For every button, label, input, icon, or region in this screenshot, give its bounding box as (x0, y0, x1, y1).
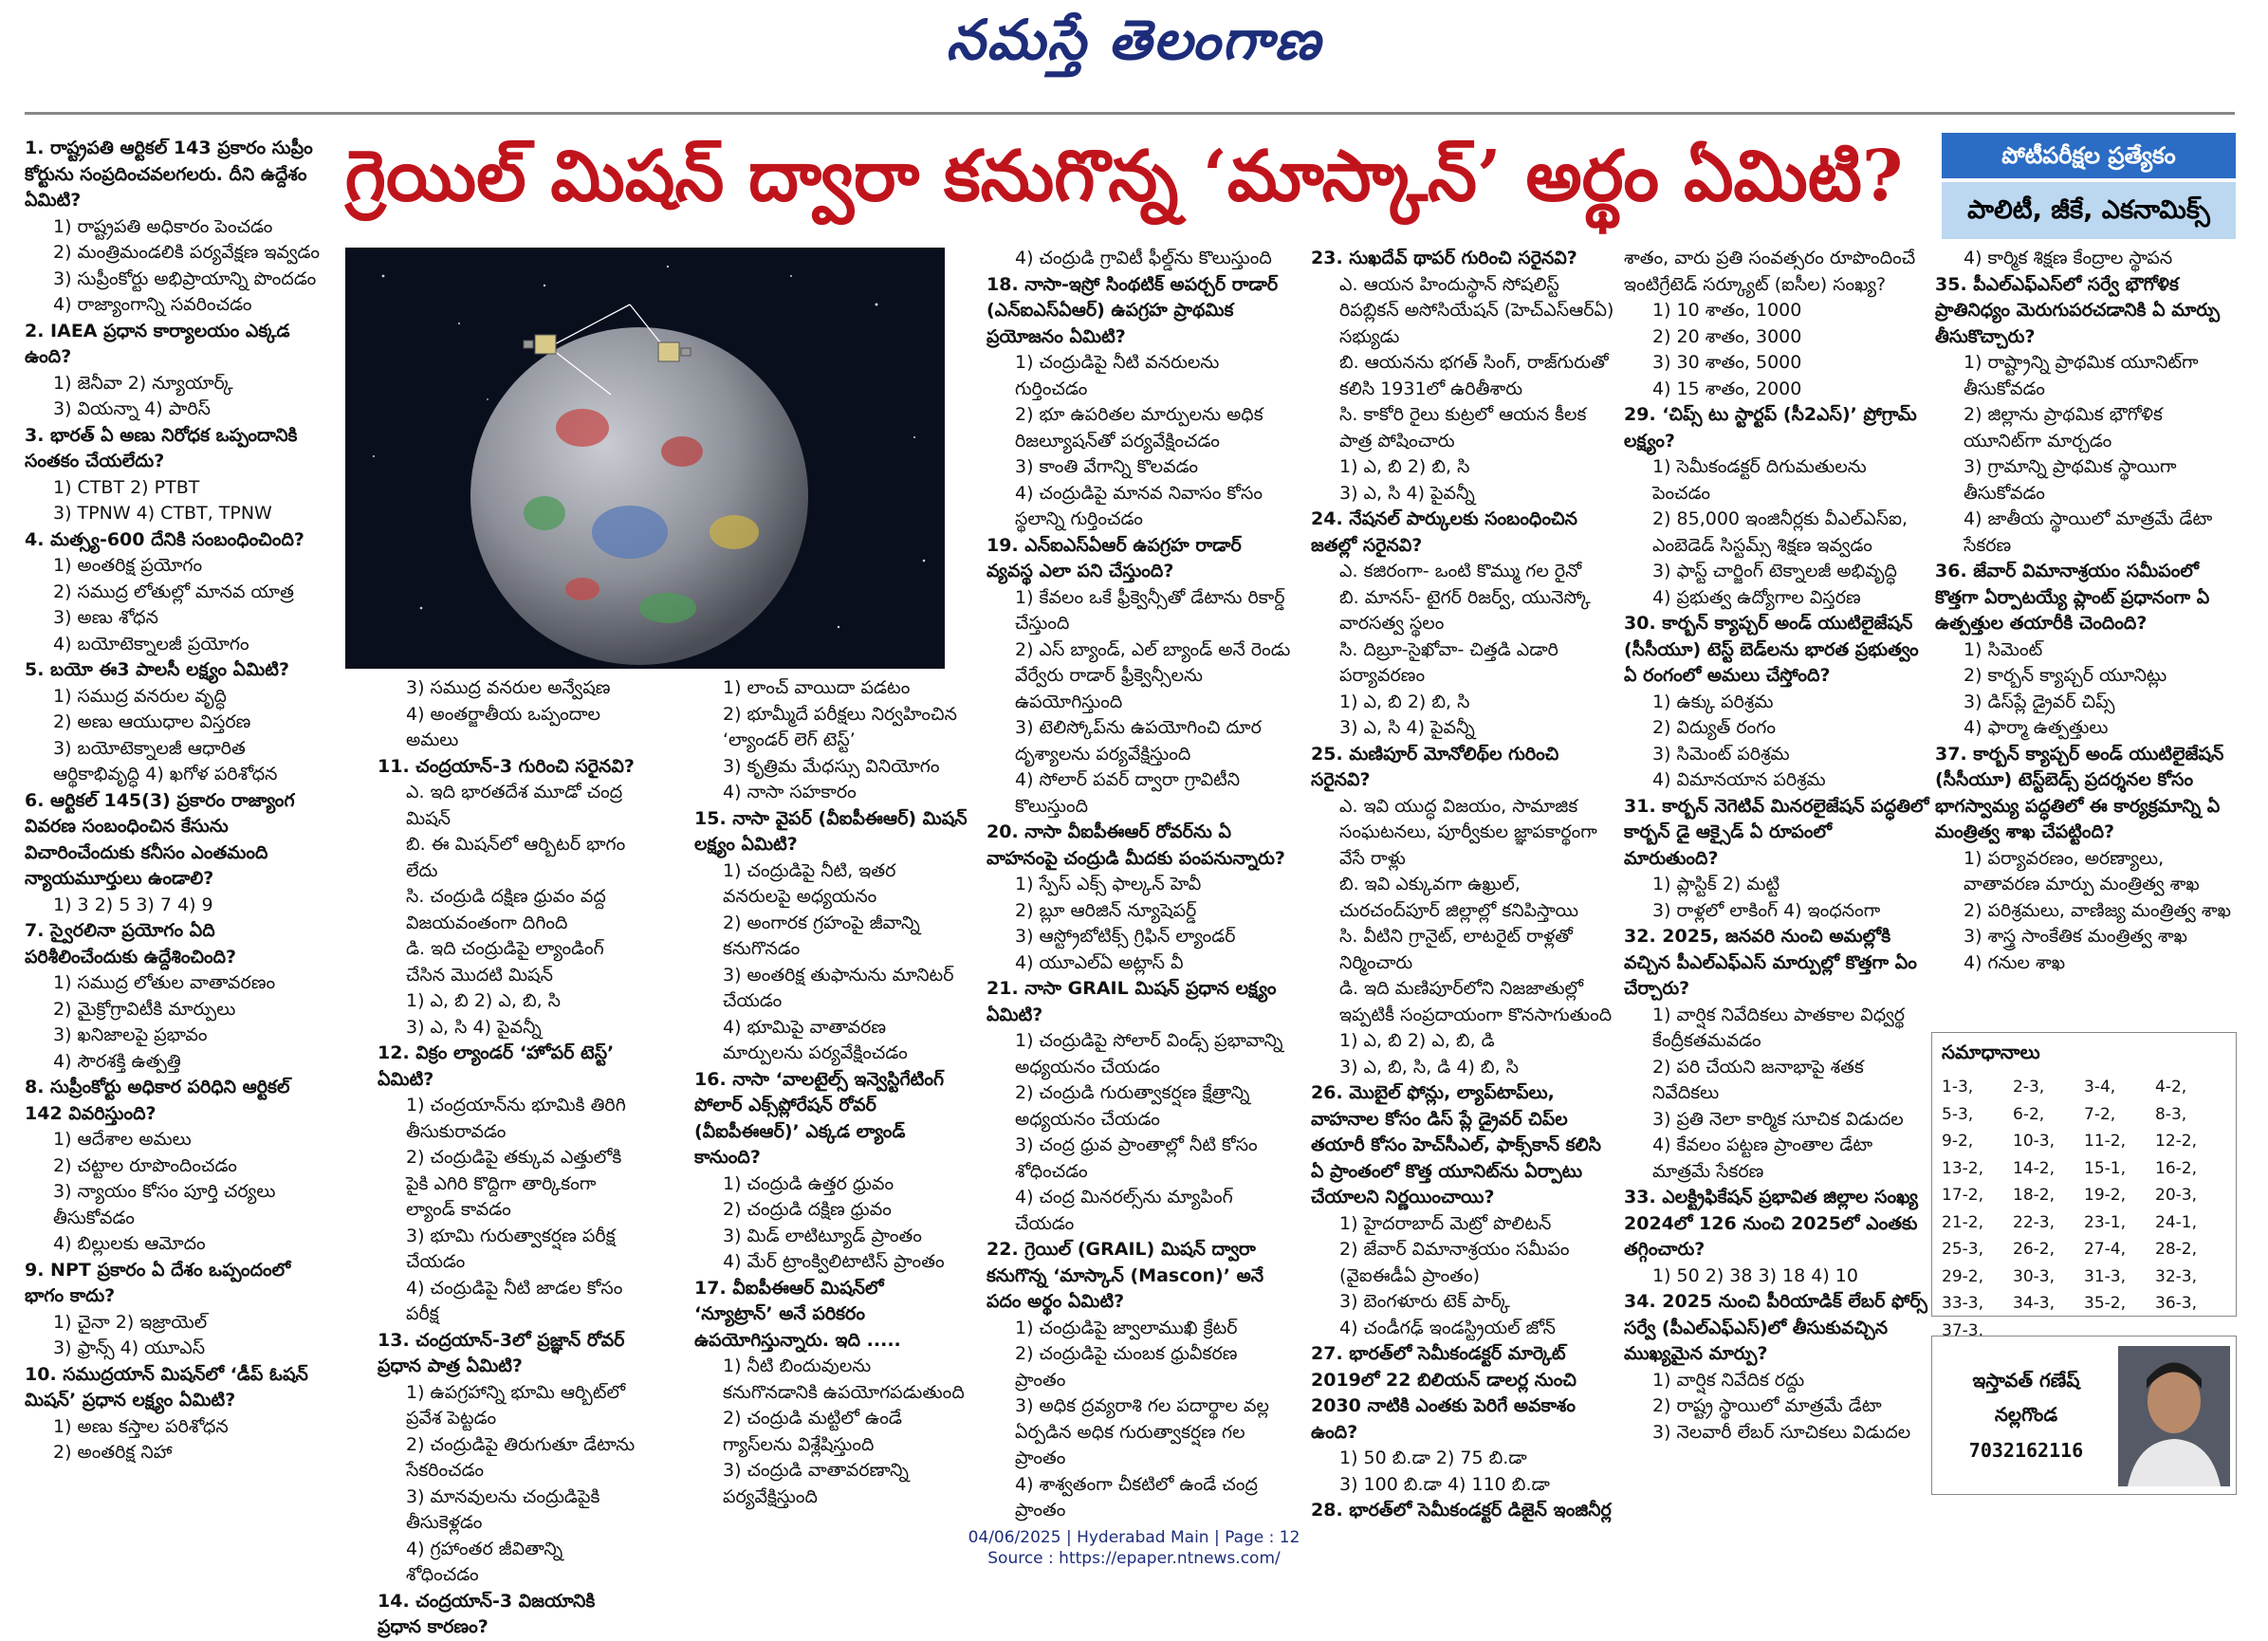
column-line: 1) హైదరాబాద్ మెట్రో పొలిటన్ (1339, 1212, 1552, 1234)
column-line: 1) 50 2) 38 3) 18 4) 10 (1652, 1264, 1858, 1286)
column-line: 1) ఎ, బి 2) బి, సి (1339, 456, 1470, 477)
column-line: 1) చైనా 2) ఇజ్రాయెల్ (53, 1311, 208, 1333)
answer-item: 13-2, (1942, 1158, 1983, 1178)
answers-grid (1942, 1074, 2226, 1344)
column-line: 25. మణిపూర్ మోనోలిథ్‌ల గురించి సరైనవి? (1311, 743, 1559, 790)
column-line: 1) అణు కస్తాల పరిశోధన (53, 1415, 229, 1437)
column-line: 1) పర్యావరణం, అరణ్యాలు, వాతావరణ మార్పు మంత్రిత్వ శాఖ (1964, 847, 2200, 894)
column-line: 1) చంద్రుడిపై జ్వాలాముఖి క్రేటర్ (1015, 1317, 1238, 1338)
column-line: 3) ఫ్రాన్స్ 4) యూఎస్ (53, 1337, 206, 1358)
column-line: 36. జేవార్ విమానాశ్రయం సమీపంలో కొత్తగా ఏర్పాటయ్యే ప్లాంట్ ప్రధానంగా ఏ ఉత్పత్తుల తయారీకి చెందింది? (1935, 561, 2210, 634)
column-line: 3) ఎ, బి, సి, డి 4) బి, సి (1339, 1056, 1519, 1078)
grail-moon-image (345, 248, 945, 669)
column-line: 3. భారత్ ఏ అణు నిరోధక ఒప్పందానికి సంతకం చేయలేదు? (25, 424, 298, 471)
column-line: 4) సోలార్ పవర్ ద్వారా గ్రావిటీని కొలుస్తుంది (1015, 769, 1241, 817)
answer-item: 2-3, (2013, 1078, 2045, 1097)
column-line: 3) TPNW 4) CTBT, TPNW (53, 503, 272, 524)
answer-item: 8-3, (2155, 1104, 2187, 1124)
column-line: బి. ఆయనను భగత్ సింగ్, రాజ్‌గురుతో కలిసి 1931లో ఉరితీశారు (1339, 352, 1609, 399)
column-line: 1) వార్షిక నివేదికలు పాతకాల విధ్వర్థ కేంద్రీకతమవడం (1652, 1004, 1906, 1051)
column-line: 3) ఎ, సి 4) పైవన్నీ (1339, 482, 1475, 504)
column-line: 3) ఖనిజాలపై ప్రభావం (53, 1024, 208, 1045)
column-line: 3) అంతరిక్ష తుఫానును మానిటర్ చేయడం (723, 964, 954, 1011)
column-line: 15. నాసా వైపర్ (వీఐపీఈఆర్) మిషన్ లక్ష్యం ఏమిటి? (694, 807, 968, 855)
column-line: 33. ఎలక్ట్రిఫికేషన్ ప్రభావిత జిల్లాల సంఖ్య 2024లో 126 నుంచి 2025లో ఎంతకు తగ్గించారు? (1624, 1187, 1918, 1260)
column-2 (378, 675, 639, 1637)
author-name: ఇస్తావత్ గణేష్ (1972, 1369, 2080, 1392)
column-line: 14. చంద్రయాన్-3 విజయానికి ప్రధాన కారణం? (378, 1590, 596, 1637)
column-line: 3) కాంతి వేగాన్ని కొలవడం (1015, 456, 1199, 477)
column-line: 4) ప్రభుత్వ ఉద్యోగాల విస్తరణ (1652, 586, 1861, 608)
column-line: 4) కార్మిక శిక్షణ కేంద్రాల స్థాపన (1964, 248, 2173, 268)
column-line: 31. కార్బన్ నెగెటివ్ మినరలైజేషన్ పద్ధతిలో కార్బన్ డై ఆక్సైడ్ ఏ రూపంలో మారుతుంది? (1624, 795, 1929, 869)
column-line: 12. విక్రం ల్యాండర్ ‘హోపర్ టెస్ట్’ ఏమిటి? (378, 1042, 615, 1090)
answer-item: 16-2, (2155, 1158, 2197, 1178)
column-line: 3) చంద్ర ధ్రువ ప్రాంతాల్లో నీటి కోసం శోధించడం (1015, 1134, 1258, 1182)
answer-item: 11-2, (2084, 1132, 2126, 1151)
column-line: 1) CTBT 2) PTBT (53, 476, 200, 498)
column-line: 3) అణు శోధన (53, 607, 158, 628)
column-line: 1) సెమీకండక్టర్ దిగుమతులను పెంచడం (1652, 456, 1867, 504)
column-line: 13. చంద్రయాన్-3లో ప్రజ్ఞాన్ రోవర్ ప్రధాన పాత్ర ఏమిటి? (378, 1329, 625, 1376)
column-line: 3) బెంగళూరు టెక్ పార్క్ (1339, 1291, 1510, 1312)
column-line: 3) గ్రామాన్ని ప్రాథమిక స్థాయిగా తీసుకోవడం (1964, 456, 2177, 504)
column-line: 1) స్పేస్ ఎక్స్ ఫాల్కన్ హెవీ (1015, 874, 1202, 894)
column-line: 34. 2025 నుంచి పీరియాడిక్ లేబర్ ఫోర్స్ సర్వే (పీఎల్ఎఫ్ఎస్)లో తీసుకువచ్చిన ముఖ్యమైన మార్పు? (1624, 1291, 1927, 1364)
column-line: 2) ఎస్ బ్యాండ్, ఎల్ బ్యాండ్ అనే రెండు వేర్వేరు రాడార్ ఫ్రీక్వెన్సీలను ఉపయోగిస్తుంది (1015, 638, 1291, 712)
column-line: 3) ప్రతి నెలా కార్మిక సూచిక విడుదల (1652, 1108, 1904, 1130)
column-line: 1. రాష్ట్రపతి ఆర్టికల్ 143 ప్రకారం సుప్రీం కోర్టును సంప్రదించవలగలరు. దీని ఉద్దేశం ఏమిటి? (25, 138, 313, 211)
answer-item: 5-3, (1942, 1104, 1974, 1124)
column-line: ఎ. ఆయన హిందుస్థాన్ సోషలిస్ట్ రిపబ్లికన్ అసోసియేషన్ (హెచ్ఎస్ఆర్ఏ) సభ్యుడు (1339, 273, 1614, 347)
column-line: 2) అంతరిక్ష నిహా (53, 1442, 173, 1463)
answer-item: 31-3, (2084, 1266, 2126, 1286)
column-line: 1) జెనీవా 2) న్యూయార్క్ (53, 372, 233, 394)
column-line: 4) శాశ్వతంగా చీకటిలో ఉండే చంద్ర ప్రాంతం (1015, 1473, 1258, 1521)
column-line: 1) చంద్రుడిపై సోలార్ విండ్స్ ప్రభావాన్ని అధ్యయనం చేయడం (1015, 1030, 1283, 1078)
footer-date-page: 04/06/2025 | Hyderabad Main | Page : 12 (968, 1528, 1300, 1547)
column-line: 7. స్వైరలినా ప్రయోగం ఏది పరిశీలించేందుకు ఉద్దేశించింది? (25, 920, 237, 968)
column-line: 2) రాష్ట్ర స్థాయిలో మాత్రమే డేటా (1652, 1395, 1882, 1416)
answers-box (1931, 1032, 2237, 1340)
column-6 (1624, 246, 1929, 1521)
column-line: 29. ‘చిప్స్ టు స్టార్టప్ (సీ2ఎస్)’ ప్రోగ్రామ్ లక్ష్యం? (1624, 404, 1917, 452)
column-line: 2) చంద్రుడిపై తక్కువ ఎత్తులోకి పైకి ఎగిరి కొద్దిగా తార్కికంగా ల్యాండ్ కావడం (406, 1147, 622, 1220)
column-line: 1) చంద్రుడి ఉత్తర ధ్రువం (723, 1172, 894, 1194)
column-line: 2) చంద్రుడి మట్టిలో ఉండే గ్యాస్‌లను విశ్లేషిస్తుంది (723, 1408, 902, 1455)
column-line: 2) చంద్రుడి దక్షిణ ధ్రువం (723, 1199, 892, 1220)
column-line: 3) సుప్రీంకోర్టు అభిప్రాయాన్ని పొందడం (53, 267, 317, 289)
column-line: 3) మానవులను చంద్రుడిపైకి తీసుకెళ్లడం (406, 1485, 600, 1533)
answer-item: 17-2, (1942, 1186, 1983, 1205)
column-line: 2) బ్లూ ఆరిజిన్ న్యూషెపర్డ్ (1015, 899, 1197, 921)
column-line: 30. కార్బన్ క్యాప్చర్ అండ్ యుటిలైజేషన్ (సీసీయూ) టెస్ట్ బెడ్‌లను భారత ప్రభుత్వం ఏ రంగంలో అమలు చేస్తోంది? (1624, 613, 1919, 686)
answer-item: 7-2, (2084, 1104, 2116, 1124)
answer-item: 6-2, (2013, 1104, 2045, 1124)
column-line: 1) సిమెంట్ (1964, 638, 2043, 660)
answer-item: 28-2, (2155, 1240, 2197, 1259)
column-line: 1) నీటి బిందువులను కనుగొనడానికి ఉపయోగపడుతుంది (723, 1355, 965, 1403)
column-line: 2) భూమ్మీదే పరీక్షలు నిర్వహించిన ‘ల్యాండర్ లెగ్ టెస్ట్’ (723, 703, 957, 750)
column-line: డి. ఇది మణిపూర్‌లోని నిజజాతుల్లో ఇప్పటికీ సంప్రదాయంగా కొనసాగుతుంది (1339, 978, 1613, 1025)
masthead-rule (25, 112, 2235, 115)
column-line: 27. భారత్‌లో సెమీకండక్టర్ మార్కెట్ 2019లో 22 బిలియన్ డాలర్ల నుంచి 2030 నాటికి ఎంతకు పెరిగే అవకాశం ఉంది? (1311, 1343, 1577, 1443)
column-line: బి. ఈ మిషన్‌లో ఆర్బిటర్ భాగం లేదు (406, 834, 626, 881)
column-line: 16. నాసా ‘వాలటైల్స్ ఇన్వెస్టిగేటింగ్ పోలార్ ఎక్స్‌ప్లోరేషన్ రోవర్ (వీఐపీఈఆర్)’ ఎక్కడ ల్యాండ్ కానుంది? (694, 1068, 945, 1168)
column-line: 3) చంద్రుడి వాతావరణాన్ని పర్యవేక్షిస్తుంది (723, 1460, 909, 1507)
column-line: 3) మిడ్ లాటిట్యూడ్ ప్రాంతం (723, 1225, 922, 1246)
column-line: 26. మొబైల్ ఫోన్లు, ల్యాప్‌టాప్‌లు, వాహనాల కోసం డిస్ ప్లే డ్రైవర్ చిప్‌ల తయారీ కోసం హెచ్‌సీఎల్, ఫాక్స్‌కాన్ కలిసి ఏ ప్రాంతంలో కొత్త యూనిట్‌ను ఏర్పాటు చేయాలని నిర్ణయించాయి? (1311, 1082, 1601, 1208)
column-line: 4) బిల్లులకు ఆమోదం (53, 1233, 206, 1254)
column-line: 2) 20 శాతం, 3000 (1652, 325, 1802, 347)
answer-item: 19-2, (2084, 1186, 2126, 1205)
column-line: 28. భారత్‌లో సెమీకండక్టర్ డిజైన్ ఇంజినీర్ల (1311, 1500, 1612, 1521)
section-topic: పాలిటీ, జీకే, ఎకనామిక్స్ (1942, 182, 2236, 239)
answer-item: 10-3, (2013, 1132, 2055, 1151)
column-line: 37. కార్బన్ క్యాప్చర్ అండ్ యుటిలైజేషన్ (సీసీయూ) టెస్ట్‌బెడ్స్ ప్రదర్శనల కోసం భాగస్వామ్య పద్ధతిలో ఈ కార్యక్రమాన్ని ఏ మంత్రిత్వ శాఖ చేపట్టింది? (1935, 743, 2224, 842)
column-line: 1) 10 శాతం, 1000 (1652, 300, 1802, 321)
masthead: నమస్తే తెలంగాణ (946, 8, 1322, 72)
column-line: 3) డిస్‌ప్లే డ్రైవర్ చిప్స్ (1964, 691, 2115, 712)
column-line: 4) చంద్రుడి గ్రావిటీ ఫీల్డ్‌ను కొలుస్తుంది (1015, 248, 1272, 268)
answer-item: 4-2, (2155, 1078, 2187, 1097)
answer-item: 33-3, (1942, 1294, 1983, 1313)
column-line: 3) వియన్నా 4) పారిస్ (53, 398, 211, 419)
column-line: 2) మైక్రోగ్రావిటీకి మార్పులు (53, 998, 236, 1020)
answers-heading: సమాధానాలు (1942, 1041, 2040, 1063)
column-line: 1) ఎ, బి 2) బి, సి (1339, 691, 1470, 712)
column-line: 4) చండీగఢ్ ఇండస్ట్రియల్ జోన్ (1339, 1317, 1556, 1338)
column-line: బి. ఇవి ఎక్కువగా ఉఖ్రుల్, చురచంద్‌పూర్ జిల్లాల్లో కనిపిస్తాయి (1339, 874, 1579, 921)
answer-item: 26-2, (2013, 1240, 2055, 1259)
column-line: 4) చంద్రుడిపై నీటి జాడల కోసం పరీక్ష (406, 1277, 623, 1324)
column-line: 4) నాసా సహకారం (723, 782, 857, 802)
column-line: 2. IAEA ప్రధాన కార్యాలయం ఎక్కడ ఉంది? (25, 320, 290, 367)
column-line: 22. గ్రెయిల్ (GRAIL) మిషన్ ద్వారా కనుగొన్న ‘మాస్కాన్ (Mascon)’ అనే పదం అర్థం ఏమిటి? (986, 1239, 1264, 1312)
column-line: 1) సముద్ర వనరుల వృద్ధి (53, 685, 227, 707)
answer-item: 21-2, (1942, 1212, 1983, 1232)
column-7 (1935, 246, 2237, 1023)
column-line: 1) ఉపగ్రహాన్ని భూమి ఆర్బిట్‌లో ప్రవేశ పెట్టడం (406, 1381, 626, 1429)
column-line: 3) భూమి గురుత్వాకర్షణ పరీక్ష చేయడం (406, 1225, 616, 1272)
column-line: 3) ఎ, సి 4) పైవన్నీ (1339, 717, 1475, 738)
column-line: 3) ఆస్ట్రోబోటిక్స్ గ్రిఫిన్ ల్యాండర్ (1015, 926, 1236, 947)
column-line: 2) అంగారక గ్రహంపై జీవాన్ని కనుగొనడం (723, 912, 920, 959)
column-line: 19. ఎన్ఐఎస్ఏఆర్ ఉపగ్రహ రాడార్ వ్యవస్థ ఎలా పని చేస్తుంది? (986, 534, 1242, 581)
column-line: 4) చంద్రుడిపై మానవ నివాసం కోసం స్థలాన్ని గుర్తించడం (1015, 482, 1263, 529)
column-line: 2) జేవార్ విమానాశ్రయం సమీపం (వైఐఈడీఏ ప్రాంతం) (1339, 1239, 1570, 1286)
answer-item: 18-2, (2013, 1186, 2055, 1205)
column-line: 3) అధిక ద్రవ్యరాశి గల పదార్థాల వల్ల ఏర్పడిన అధిక గురుత్వాకర్షణ గల ప్రాంతం (1015, 1395, 1269, 1468)
column-line: 3) ఫాస్ట్ చార్జింగ్ టెక్నాలజీ అభివృద్ధి (1652, 561, 1897, 581)
answer-item: 15-1, (2084, 1158, 2126, 1178)
answer-item: 32-3, (2155, 1266, 2197, 1286)
column-line: 3) ఎ, సి 4) పైవన్నీ (406, 1016, 542, 1038)
column-line: 18. నాసా-ఇస్రో సింథటిక్ అపర్చర్ రాడార్ (ఎన్ఐఎస్ఏఆర్) ఉపగ్రహ ప్రాథమిక ప్రయోజనం ఏమిటి? (986, 273, 1279, 347)
column-3 (694, 675, 968, 1520)
answer-item: 34-3, (2013, 1294, 2055, 1313)
column-line: 1) అంతరిక్ష ప్రయోగం (53, 555, 203, 576)
column-line: 3) 30 శాతం, 5000 (1652, 352, 1802, 373)
column-line: 10. సముద్రయాన్ మిషన్‌లో ‘డీప్ ఓషన్ మిషన్’ ప్రధాన లక్ష్యం ఏమిటి? (25, 1363, 308, 1411)
column-line: 1) ఉక్కు పరిశ్రమ (1652, 691, 1774, 712)
column-line: 6. ఆర్టికల్ 145(3) ప్రకారం రాజ్యాంగ వివరణ సంబంధించిన కేసును విచారించేందుకు కనీసం ఎంతమంది న్యాయమూర్తులు ఉండాలి? (25, 789, 295, 889)
column-1 (25, 136, 326, 1521)
column-line: 32. 2025, జనవరి నుంచి అమల్లోకి వచ్చిన పీఎల్ఎఫ్ఎస్ మార్పుల్లో కొత్తగా ఏం చేర్చారు? (1624, 926, 1917, 999)
column-line: 2) కార్బన్ క్యాప్చర్ యూనిట్లు (1964, 665, 2167, 686)
column-line: 4) చంద్ర మినరల్స్‌ను మ్యాపింగ్ చేయడం (1015, 1187, 1233, 1234)
column-line: 9. NPT ప్రకారం ఏ దేశం ఒప్పందంలో భాగం కాదు? (25, 1259, 291, 1306)
answer-item: 22-3, (2013, 1212, 2055, 1232)
headline: గ్రెయిల్ మిషన్ ద్వారా కనుగొన్న ‘మాస్కాన్’ అర్థం ఏమిటి? (344, 136, 1904, 217)
column-line: 4) జాతీయ స్థాయిలో మాత్రమే డేటా సేకరణ (1964, 508, 2213, 556)
moon-illustration-icon (345, 248, 945, 669)
column-line: 2) చంద్రుడిపై చుంబక ధ్రువీకరణ ప్రాంతం (1015, 1343, 1238, 1391)
column-line: శాతం, వారు ప్రతి సంవత్సరం రూపొందించే ఇంటిగ్రేటెడ్ సర్క్యూట్ (ఐసీల) సంఖ్య? (1624, 248, 1916, 295)
answer-item: 35-2, (2084, 1294, 2126, 1313)
column-line: 4) మేర్ ట్రాంక్విలిటాటిస్ ప్రాంతం (723, 1251, 945, 1272)
column-line: 4) అంతర్జాతీయ ఒప్పందాల అమలు (406, 703, 600, 750)
column-line: 1) రాష్ట్రాన్ని ప్రాథమిక యూనిట్‌గా తీసుకోవడం (1964, 352, 2199, 399)
column-line: 2) 85,000 ఇంజినీర్లకు వీఎల్ఎస్ఐ, ఎంబెడెడ్ సిస్టమ్స్ శిక్షణ ఇవ్వడం (1652, 508, 1908, 556)
column-4 (986, 246, 1292, 1521)
column-line: 1) ప్లాస్టిక్ 2) మట్టి (1652, 874, 1780, 894)
answer-item: 29-2, (1942, 1266, 1983, 1286)
column-line: 2) పరి చేయని జనాభాపై శతక నివేదికలు (1652, 1056, 1864, 1103)
column-line: డి. ఇది చంద్రుడిపై ల్యాండింగ్ చేసిన మొదటి మిషన్ (406, 938, 604, 986)
author-portrait-icon (2118, 1346, 2230, 1486)
column-line: 2) అణు ఆయుధాల విస్తరణ (53, 711, 251, 732)
column-line: 8. సుప్రీంకోర్టు అధికార పరిధిని ఆర్టికల్ 142 వివరిస్తుంది? (25, 1077, 290, 1124)
column-line: 2) సముద్ర లోతుల్లో మానవ యాత్ర (53, 581, 294, 602)
column-line: 2) చంద్రుడిపై తిరుగుతూ డేటాను సేకరించడం (406, 1433, 636, 1481)
column-line: 4) గనుల శాఖ (1964, 951, 2066, 973)
column-line: 4) విమానయాన పరిశ్రమ (1652, 769, 1826, 790)
column-line: 3) టెలిస్కోప్‌ను ఉపయోగించి దూర దృశ్యాలను పర్యవేక్షిస్తుంది (1015, 717, 1262, 765)
answer-item: 27-4, (2084, 1240, 2126, 1259)
column-line: 4) బయోటెక్నాలజీ ప్రయోగం (53, 633, 249, 655)
column-5 (1311, 246, 1616, 1521)
column-line: 4) కేవలం పట్టణ ప్రాంతాల డేటా మాత్రమే సేకరణ (1652, 1134, 1873, 1182)
column-line: 2) జిల్లాను ప్రాథమిక భౌగోళిక యూనిట్‌గా మార్చడం (1964, 404, 2163, 452)
column-line: 1) చంద్రుడిపై నీటి, ఇతర వనరులపై అధ్యయనం (723, 859, 896, 907)
column-line: ఎ. ఇవి యుద్ధ విజయం, సామాజిక సంఘటనలు, పూర్వీకుల జ్ఞాపకార్థంగా వేసే రాళ్లు (1339, 795, 1597, 869)
column-line: 1) లాంచ్ వాయిదా పడటం (723, 677, 911, 698)
column-line: 2) చంద్రుడి గురుత్వాకర్షణ క్షేత్రాన్ని అధ్యయనం చేయడం (1015, 1082, 1250, 1130)
column-line: 3) సిమెంట్ పరిశ్రమ (1652, 743, 1790, 765)
column-line: 1) కేవలం ఒకే ఫ్రీక్వెన్సీతో డేటాను రికార్డ్ చేస్తుంది (1015, 586, 1285, 634)
column-line: 4) రాజ్యాంగాన్ని సవరించడం (53, 294, 252, 315)
answer-item: 12-2, (2155, 1132, 2197, 1151)
section-label: పోటీపరీక్షల ప్రత్యేకం (1942, 133, 2236, 178)
author-place: నల్లగొండ (1994, 1403, 2058, 1426)
column-line: 3) శాస్త్ర సాంకేతిక మంత్రిత్వ శాఖ (1964, 926, 2187, 947)
answer-item: 24-1, (2155, 1212, 2197, 1232)
answer-item: 3-4, (2084, 1078, 2116, 1097)
column-line: 3) న్యాయం కోసం పూర్తి చర్యలు తీసుకోవడం (53, 1181, 276, 1228)
footer (0, 1527, 2268, 1569)
column-line: 1) సముద్ర లోతుల వాతావరణం (53, 972, 276, 993)
answer-item: 36-3, (2155, 1294, 2197, 1313)
author-phone: 7032162116 (1968, 1439, 2084, 1462)
column-line: 4) గ్రహాంతర జీవితాన్ని శోధించడం (406, 1538, 563, 1585)
column-line: సి. కాకోరి రైలు కుట్రలో ఆయన కీలక పాత్ర పోషించారు (1339, 404, 1587, 452)
column-line: 3) నెలవారీ లేబర్ సూచికలు విడుదల (1652, 1421, 1911, 1443)
column-line: సి. దిబ్రూ-సైఖోవా- చిత్తడి ఎడారి పర్యావరణం (1339, 638, 1558, 686)
answer-item: 20-3, (2155, 1186, 2197, 1205)
column-line: 2) చట్టాల రూపొందించడం (53, 1154, 237, 1176)
column-line: 11. చంద్రయాన్-3 గురించి సరైనవి? (378, 755, 635, 777)
footer-source: Source : https://epaper.ntnews.com/ (987, 1549, 1281, 1568)
column-line: 2) విద్యుత్ రంగం (1652, 717, 1776, 738)
answer-item: 37-3. (1942, 1320, 1983, 1340)
column-line: 1) చంద్రుడిపై నీటి వనరులను గుర్తించడం (1015, 352, 1220, 399)
author-box (1931, 1336, 2237, 1495)
column-line: 4) 15 శాతం, 2000 (1652, 378, 1802, 399)
column-line: 1) ఎ, బి 2) ఎ, బి, డి (1339, 1030, 1495, 1051)
column-line: 24. నేషనల్ పార్కులకు సంబంధించిన జతల్లో సరైనవి? (1311, 508, 1577, 556)
column-line: 1) 3 2) 5 3) 7 4) 9 (53, 894, 213, 915)
column-line: బి. మానస్- టైగర్ రిజర్వ్, యునెస్కో వారసత్వ స్థలం (1339, 586, 1591, 634)
column-line: 21. నాసా GRAIL మిషన్ ప్రధాన లక్ష్యం ఏమిటి? (986, 978, 1277, 1025)
column-line: 4) భూమిపై వాతావరణ మార్పులను పర్యవేక్షించడం (723, 1016, 908, 1063)
author-photo (2118, 1346, 2230, 1486)
column-line: 3) బయోటెక్నాలజీ ఆధారిత ఆర్థికాభివృద్ధి 4) ఖగోళ పరిశోధన (53, 737, 278, 784)
column-line: 3) కృత్రిమ మేధస్సు వినియోగం (723, 755, 940, 777)
column-line: 3) రాళ్లలో లాకింగ్ 4) ఇంధనంగా (1652, 899, 1881, 921)
column-line: 5. బయో ఈ3 పాలసీ లక్ష్యం ఏమిటి? (25, 659, 289, 680)
column-line: 35. పీఎల్ఎఫ్ఎస్‌లో సర్వే భౌగోళిక ప్రాతినిధ్యం మెరుగుపరచడానికి ఏ మార్పు తీసుకొచ్చారు? (1935, 273, 2221, 347)
column-line: 4. మత్స్య-600 దేనికి సంబంధించింది? (25, 528, 304, 550)
column-line: 4) యూఎల్ఏ అట్లాస్ వీ (1015, 951, 1184, 973)
answer-item: 30-3, (2013, 1266, 2055, 1286)
answer-item: 1-3, (1942, 1078, 1974, 1097)
answer-item: 14-2, (2013, 1158, 2055, 1178)
column-line: ఎ. కజిరంగా- ఒంటి కొమ్ము గల రైనో (1339, 561, 1582, 581)
column-line: 1) చంద్రయాన్‌ను భూమికి తిరిగి తీసుకురావడం (406, 1095, 626, 1142)
column-line: సి. చంద్రుడి దక్షిణ ధ్రువం వద్ద విజయవంతంగా దిగింది (406, 886, 606, 933)
column-line: సి. వీటిని గ్రానైట్, లాటరైట్ రాళ్లతో నిర్మించారు (1339, 926, 1573, 973)
column-line: 3) సముద్ర వనరుల అన్వేషణ (406, 677, 611, 698)
column-line: 4) సౌరశక్తి ఉత్పత్తి (53, 1050, 181, 1072)
column-line: 1) వార్షిక నివేదిక రద్దు (1652, 1369, 1805, 1391)
column-line: 1) 50 బి.డా 2) 75 బి.డా (1339, 1447, 1527, 1468)
column-line: 1) ఆదేశాల అమలు (53, 1129, 192, 1150)
column-line: 17. వీఐపీఈఆర్ మిషన్‌లో ‘న్యూట్రాన్’ అనే పరికరం ఉపయోగిస్తున్నారు. ఇది ..... (694, 1277, 901, 1351)
column-line: ఎ. ఇది భారతదేశ మూడో చంద్ర మిషన్ (406, 782, 623, 829)
column-line: 1) ఎ, బి 2) ఎ, బి, సి (406, 990, 562, 1011)
column-line: 2) పరిశ్రమలు, వాణిజ్య మంత్రిత్వ శాఖ (1964, 899, 2232, 921)
column-line: 1) రాష్ట్రపతి అధికారం పెంచడం (53, 215, 273, 237)
column-line: 20. నాసా వీఐపీఈఆర్ రోవర్‌ను ఏ వాహనంపై చంద్రుడి మీదకు పంపనున్నారు? (986, 821, 1285, 869)
column-line: 3) 100 బి.డా 4) 110 బి.డా (1339, 1473, 1550, 1495)
column-line: 2) మంత్రిమండలికి పర్యవేక్షణ ఇవ్వడం (53, 242, 320, 263)
column-line: 4) ఫార్మా ఉత్పత్తులు (1964, 717, 2109, 738)
answer-item: 9-2, (1942, 1132, 1974, 1151)
answer-item: 25-3, (1942, 1240, 1983, 1259)
column-line: 2) భూ ఉపరితల మార్పులను అధిక రిజల్యూషన్‌తో పర్యవేక్షించడం (1015, 404, 1263, 452)
answer-item: 23-1, (2084, 1212, 2126, 1232)
column-line: 23. సుఖదేవ్ థాపర్ గురించి సరైనవి? (1311, 248, 1577, 268)
